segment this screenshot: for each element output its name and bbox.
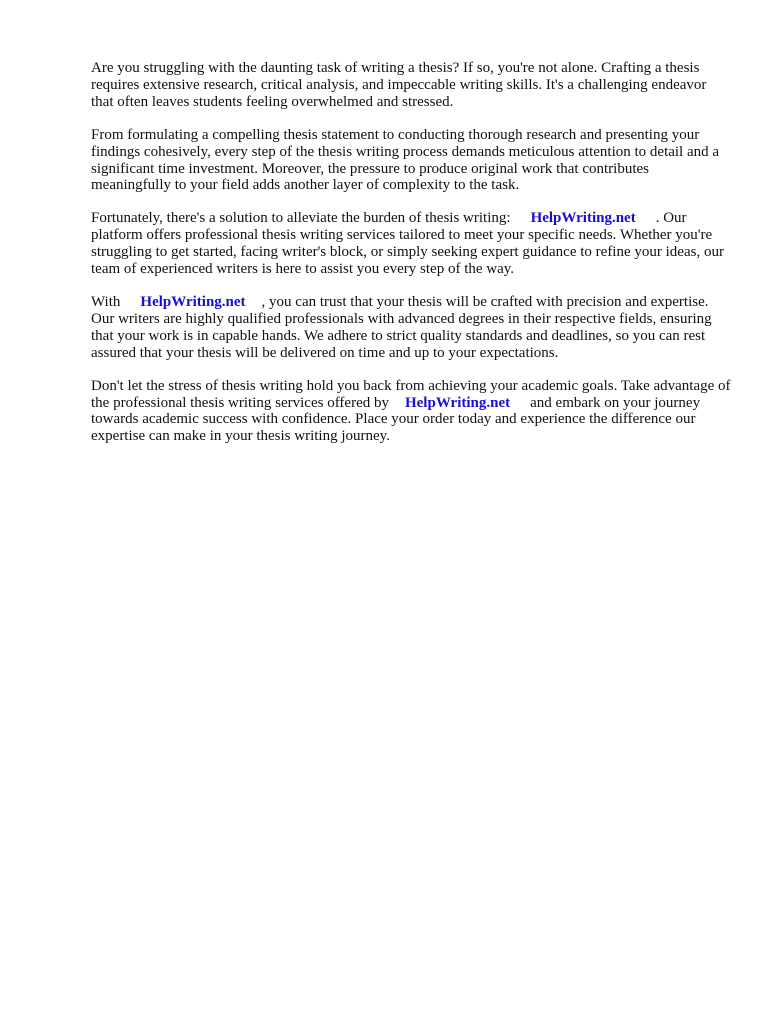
paragraph-process: From formulating a compelling thesis statement to conducting thorough research and presenting your findings cohesively, every step of the thesis writing process demands meticulous attention to detail and a significant time investment. Moreover, the pressure to produce original work that contributes meaningfully to your field adds another layer of complexity to the task. (91, 126, 720, 194)
paragraph-trust-text-after: , you can trust that your thesis will be crafted with precision and expertise. Our writers are highly qualified professionals with advanced degrees in their respective fields, ensuring that your work is in capable hands. We adhere to strict quality standards and deadlines, so you can rest assured that your thesis will be delivered on time and up to your expectations. (91, 293, 712, 361)
helpwriting-link[interactable]: HelpWriting.net (404, 394, 511, 411)
helpwriting-link[interactable]: HelpWriting.net (530, 210, 636, 227)
paragraph-solution-text-after: . Our platform offers professional thesis writing services tailored to meet your specific needs. Whether you're struggling to get started, facing writer's block, or simply seeking expert guidance to refine your ideas, our team of experienced writers is here to assist you every step of the way. (91, 210, 724, 278)
helpwriting-link[interactable]: HelpWriting.net (140, 293, 246, 310)
paragraph-solution (91, 210, 731, 278)
paragraph-trust (91, 294, 731, 362)
paragraph-closing-text-after: and embark on your journey towards academic success with confidence. Place your order today and experience the difference our expertise can make in your thesis writing journey. (91, 394, 701, 445)
paragraph-closing (91, 378, 731, 446)
paragraph-trust-text-before: With (91, 293, 121, 310)
paragraph-intro: Are you struggling with the daunting task of writing a thesis? If so, you're not alone. Crafting a thesis requires extensive research, critical analysis, and impeccable writing skills. It's a challenging endeavor that often leaves students feeling overwhelmed and stressed. (91, 60, 707, 110)
paragraph-closing-text-before: Don't let the stress of thesis writing hold you back from achieving your academic goals. Take advantage of the professional thesis writing services offered by (91, 377, 731, 411)
document-body (91, 60, 731, 461)
paragraph-solution-text-before: Fortunately, there's a solution to alleviate the burden of thesis writing: (91, 210, 511, 227)
